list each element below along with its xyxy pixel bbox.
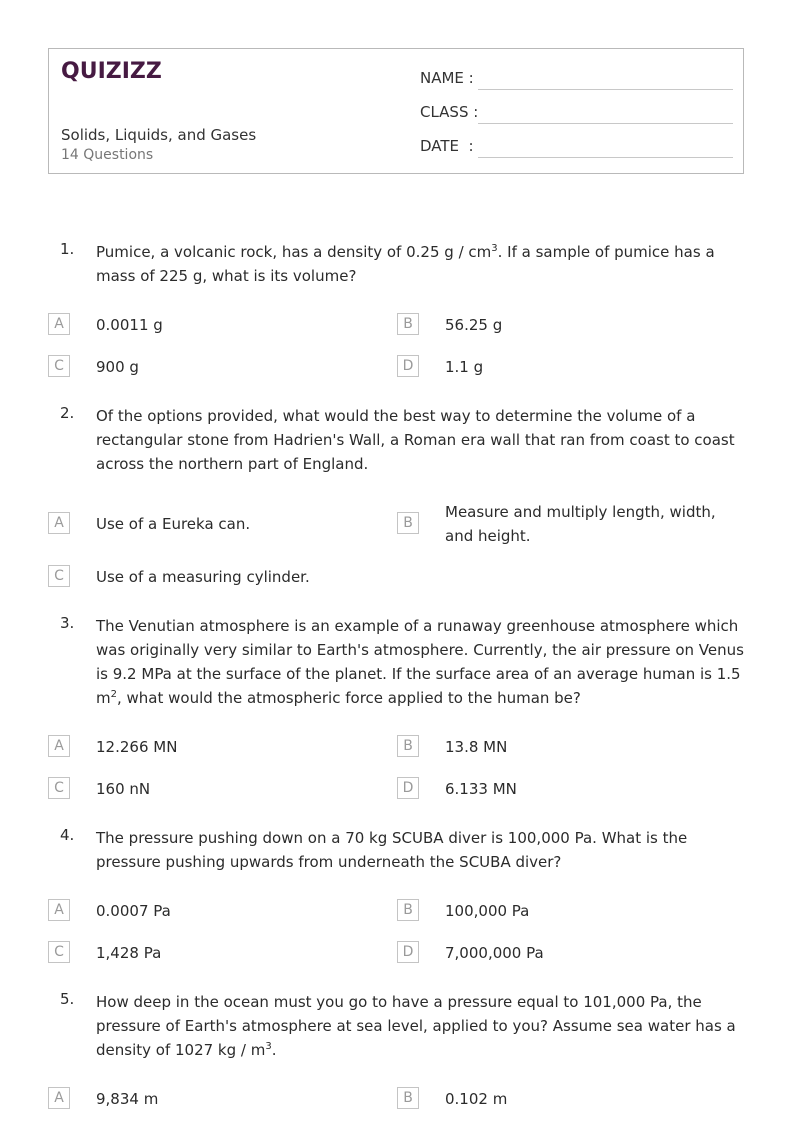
option-text: 9,834 m bbox=[96, 1090, 159, 1108]
option-letter: A bbox=[48, 512, 70, 534]
question-number: 3. bbox=[60, 614, 75, 632]
option-letter: D bbox=[397, 355, 419, 377]
option-text: 100,000 Pa bbox=[445, 902, 530, 920]
class-input-line[interactable] bbox=[478, 123, 733, 124]
option-letter: B bbox=[397, 735, 419, 757]
option-letter: A bbox=[48, 313, 70, 335]
option-letter: B bbox=[397, 512, 419, 534]
option-text: 900 g bbox=[96, 358, 139, 376]
superscript: 2 bbox=[110, 689, 117, 700]
option-text: Use of a measuring cylinder. bbox=[96, 568, 310, 586]
question-number: 2. bbox=[60, 404, 75, 422]
option-text: 1.1 g bbox=[445, 358, 484, 376]
question-text-part: The Venutian atmosphere is an example of a runaway greenhouse atmosphere which was originally very similar to Earth's atmosphere. Currently, the air pressure on Venus is 9.2 MPa at the surface of the planet. If the surface area of an average human is 1.5 m bbox=[96, 617, 744, 707]
name-input-line[interactable] bbox=[478, 89, 733, 90]
question-text-part: Pumice, a volcanic rock, has a density of 0.25 g / cm bbox=[96, 243, 492, 261]
question-text bbox=[96, 990, 751, 1062]
quizizz-logo: QUIZIZZ bbox=[61, 59, 162, 84]
name-label: NAME : bbox=[420, 69, 474, 87]
option-letter: C bbox=[48, 355, 70, 377]
superscript: 3 bbox=[491, 243, 498, 254]
question-text bbox=[96, 240, 751, 288]
option-letter: C bbox=[48, 565, 70, 587]
option-letter: C bbox=[48, 777, 70, 799]
option-text: 7,000,000 Pa bbox=[445, 944, 544, 962]
superscript: 3 bbox=[265, 1041, 272, 1052]
option-letter: B bbox=[397, 313, 419, 335]
option-text: 160 nN bbox=[96, 780, 151, 798]
class-label: CLASS : bbox=[420, 103, 479, 121]
question-text: The pressure pushing down on a 70 kg SCUBA diver is 100,000 Pa. What is the pressure pushing upwards from underneath the SCUBA diver? bbox=[96, 829, 688, 871]
question-text-part: , what would the atmospheric force applied to the human be? bbox=[117, 689, 581, 707]
worksheet-title: Solids, Liquids, and Gases bbox=[61, 126, 257, 144]
question-text-part: . bbox=[271, 1041, 277, 1059]
option-text: 0.0007 Pa bbox=[96, 902, 171, 920]
option-letter: A bbox=[48, 735, 70, 757]
option-letter: A bbox=[48, 1087, 70, 1109]
question-text-part: . If a sample of pumice has a mass of 225 g, what is its volume? bbox=[96, 243, 715, 285]
date-label: DATE : bbox=[420, 137, 474, 155]
option-text: 6.133 MN bbox=[445, 780, 517, 798]
option-text: 0.0011 g bbox=[96, 316, 163, 334]
question-count: 14 Questions bbox=[61, 147, 154, 163]
question-text-part: How deep in the ocean must you go to have a pressure equal to 101,000 Pa, the pressure of Earth's atmosphere at sea level, applied to you? Assume sea water has a density of 1027 kg / m bbox=[96, 993, 736, 1059]
option-text: 13.8 MN bbox=[445, 738, 508, 756]
option-text: Measure and multiply length, width, and height. bbox=[445, 503, 716, 545]
date-input-line[interactable] bbox=[478, 157, 733, 158]
option-letter: B bbox=[397, 899, 419, 921]
option-letter: B bbox=[397, 1087, 419, 1109]
question-number: 1. bbox=[60, 240, 75, 258]
question-text: Of the options provided, what would the best way to determine the volume of a rectangular stone from Hadrien's Wall, a Roman era wall that ran from coast to coast across the northern part of England. bbox=[96, 407, 735, 473]
question-number: 5. bbox=[60, 990, 75, 1008]
option-text: Use of a Eureka can. bbox=[96, 515, 251, 533]
question-text bbox=[96, 614, 751, 710]
option-letter: D bbox=[397, 941, 419, 963]
option-letter: D bbox=[397, 777, 419, 799]
option-text: 12.266 MN bbox=[96, 738, 178, 756]
option-text: 56.25 g bbox=[445, 316, 503, 334]
worksheet-header bbox=[48, 48, 744, 174]
option-text: 1,428 Pa bbox=[96, 944, 162, 962]
option-letter: A bbox=[48, 899, 70, 921]
question-number: 4. bbox=[60, 826, 75, 844]
option-letter: C bbox=[48, 941, 70, 963]
option-text: 0.102 m bbox=[445, 1090, 508, 1108]
